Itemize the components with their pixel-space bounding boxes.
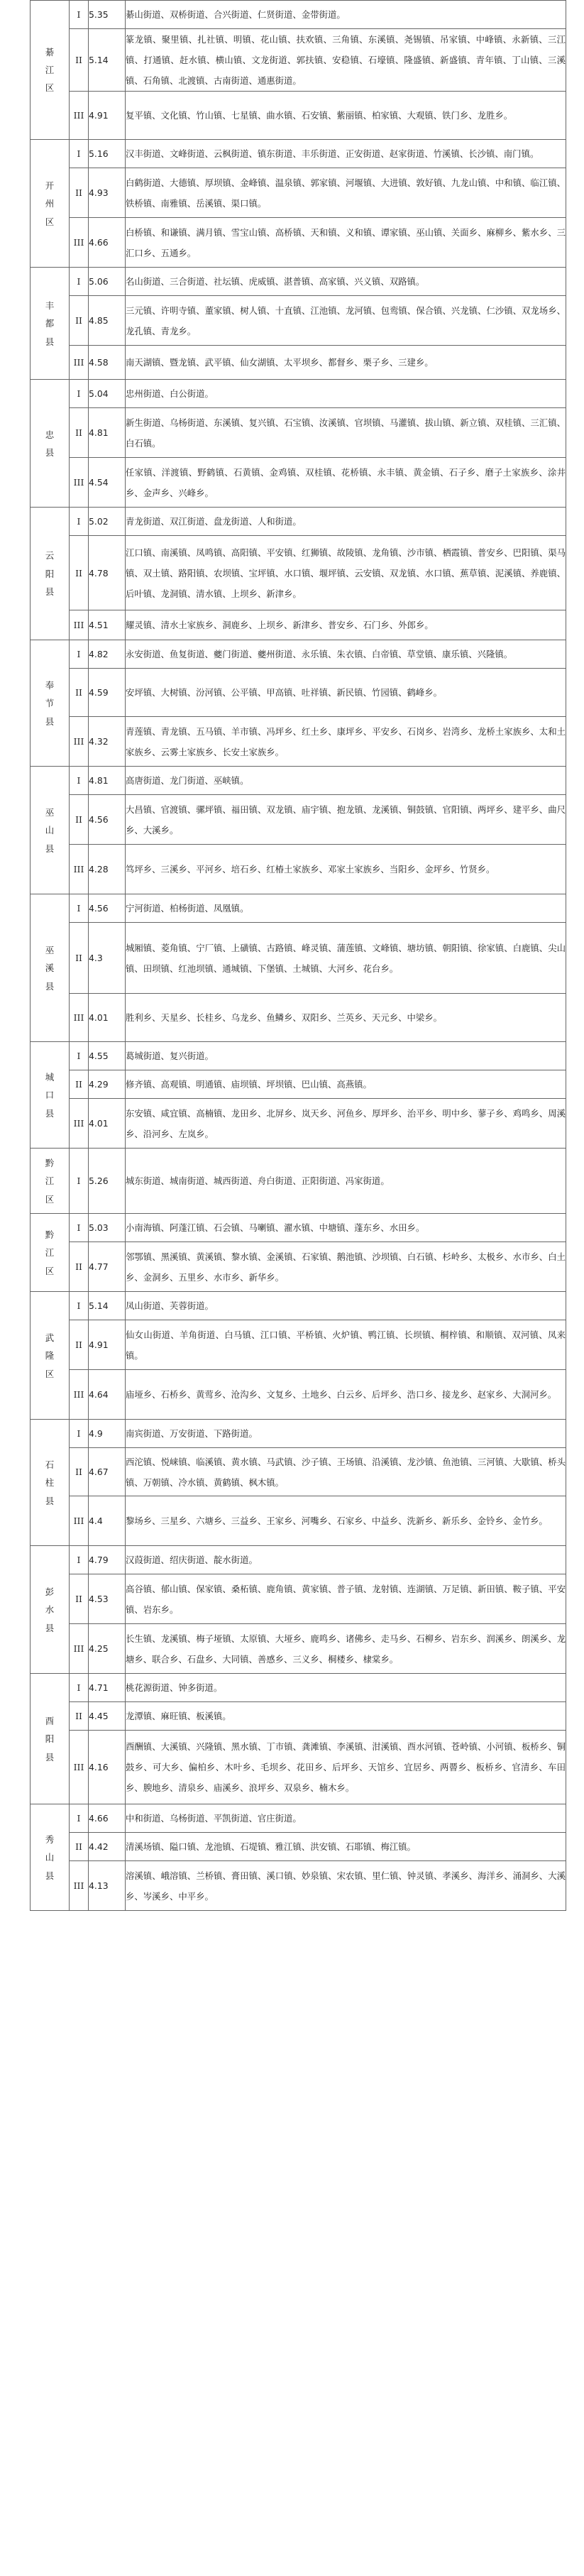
county-name-cell [31, 140, 70, 268]
index-value-cell: 4.91 [89, 1320, 126, 1370]
index-value-cell: 4.71 [89, 1674, 126, 1702]
towns-cell: 忠州街道、白公街道。 [126, 380, 566, 408]
index-value-cell: 4.9 [89, 1420, 126, 1448]
table-row [31, 1242, 566, 1292]
grade-cell: I [70, 1674, 89, 1702]
table-row [31, 1804, 566, 1833]
towns-cell: 宁河街道、柏杨街道、凤凰镇。 [126, 894, 566, 923]
county-name-cell [31, 380, 70, 508]
table-row [31, 1149, 566, 1214]
grade-cell: II [70, 1070, 89, 1099]
towns-cell: 南宾街道、万安街道、下路街道。 [126, 1420, 566, 1448]
county-name-cell [31, 1292, 70, 1420]
grade-cell: III [70, 346, 89, 380]
index-value-cell: 4.78 [89, 536, 126, 610]
index-value-cell: 5.04 [89, 380, 126, 408]
grade-cell: I [70, 140, 89, 168]
index-value-cell: 4.54 [89, 458, 126, 508]
table-row [31, 717, 566, 767]
towns-cell: 笃坪乡、三溪乡、平河乡、培石乡、红椿土家族乡、邓家土家族乡、当阳乡、金坪乡、竹贤乡。 [126, 845, 566, 894]
towns-cell: 小南海镇、阿蓬江镇、石会镇、马喇镇、濯水镇、中塘镇、蓬东乡、水田乡。 [126, 1214, 566, 1242]
towns-cell: 青莲镇、青龙镇、五马镇、羊市镇、冯坪乡、红土乡、康坪乡、平安乡、石岗乡、岩湾乡、龙桥土家族乡、太和土家族乡、云雾土家族乡、长安土家族乡。 [126, 717, 566, 767]
index-value-cell: 4.56 [89, 894, 126, 923]
index-value-cell: 4.85 [89, 296, 126, 346]
grade-cell: III [70, 1370, 89, 1420]
county-name-cell [31, 1214, 70, 1292]
grade-cell: II [70, 669, 89, 717]
grade-cell: II [70, 168, 89, 218]
county-name: 彭水县 [45, 1586, 55, 1633]
towns-cell: 篆龙镇、聚里镇、扎社镇、明镇、花山镇、扶欢镇、三角镇、东溪镇、尧锡镇、吊家镇、中峰镇、永新镇、三江镇、打通镇、赶水镇、横山镇、文龙街道、郭扶镇、安稳镇、石壕镇、隆盛镇、新盛镇、青年镇、丁山镇、三溪镇、石角镇、北渡镇、古南街道、通惠街道。 [126, 29, 566, 92]
grade-cell: II [70, 29, 89, 92]
index-value-cell: 4.01 [89, 1099, 126, 1149]
table-row [31, 1674, 566, 1702]
table-row [31, 296, 566, 346]
grade-cell: I [70, 640, 89, 669]
index-value-cell: 4.29 [89, 1070, 126, 1099]
table-row [31, 1, 566, 29]
towns-cell: 凤山街道、芙蓉街道。 [126, 1292, 566, 1320]
towns-cell: 桃花源街道、钟多街道。 [126, 1674, 566, 1702]
index-value-cell: 4.82 [89, 640, 126, 669]
county-name: 巫溪县 [45, 944, 55, 992]
index-value-cell: 4.28 [89, 845, 126, 894]
table-row [31, 923, 566, 994]
towns-cell: 白鹤街道、大德镇、厚坝镇、金峰镇、温泉镇、郭家镇、河堰镇、大进镇、敦好镇、九龙山镇、中和镇、临江镇、铁桥镇、南雅镇、岳溪镇、渠口镇。 [126, 168, 566, 218]
index-value-cell: 4.42 [89, 1833, 126, 1861]
table-row [31, 1292, 566, 1320]
index-value-cell: 4.81 [89, 767, 126, 795]
county-name-cell [31, 1, 70, 140]
index-value-cell: 5.02 [89, 508, 126, 536]
table-row [31, 1574, 566, 1624]
table-row [31, 29, 566, 92]
grade-cell: III [70, 1496, 89, 1546]
towns-cell: 汉葭街道、绍庆街道、靛水街道。 [126, 1546, 566, 1574]
county-name: 丰都县 [45, 300, 55, 347]
towns-cell: 新生街道、乌杨街道、东溪镇、复兴镇、石宝镇、汝溪镇、官坝镇、马灌镇、拔山镇、新立镇、双桂镇、三汇镇、白石镇。 [126, 408, 566, 458]
towns-cell: 东安镇、咸宜镇、高楠镇、龙田乡、北屏乡、岚天乡、河鱼乡、厚坪乡、治平乡、明中乡、蓼子乡、鸡鸣乡、周溪乡、沿河乡、左岚乡。 [126, 1099, 566, 1149]
index-value-cell: 4.3 [89, 923, 126, 994]
county-name: 黔江区 [45, 1229, 55, 1276]
index-value-cell: 4.66 [89, 218, 126, 268]
grade-cell: II [70, 1833, 89, 1861]
grade-cell: III [70, 1731, 89, 1804]
towns-cell: 安坪镇、大树镇、汾河镇、公平镇、甲高镇、吐祥镇、新民镇、竹园镇、鹤峰乡。 [126, 669, 566, 717]
table-row [31, 610, 566, 640]
zoning-document [30, 0, 566, 1911]
grade-cell: II [70, 536, 89, 610]
towns-cell: 名山街道、三合街道、社坛镇、虎威镇、湛普镇、高家镇、兴义镇、双路镇。 [126, 268, 566, 296]
index-value-cell: 5.14 [89, 29, 126, 92]
county-name-cell [31, 1042, 70, 1149]
county-name: 城口县 [45, 1071, 55, 1119]
county-name: 石柱县 [45, 1459, 55, 1506]
county-name: 云阳县 [45, 550, 55, 598]
zoning-table-body [31, 1, 566, 1911]
county-name: 武隆区 [45, 1332, 55, 1379]
table-row [31, 669, 566, 717]
county-name: 酉阳县 [45, 1715, 55, 1763]
table-row [31, 894, 566, 923]
county-name-cell [31, 640, 70, 767]
table-row [31, 168, 566, 218]
table-row [31, 268, 566, 296]
towns-cell: 黎场乡、三星乡、六塘乡、三益乡、王家乡、河嘴乡、石家乡、中益乡、洗新乡、新乐乡、金铃乡、金竹乡。 [126, 1496, 566, 1546]
towns-cell: 永安街道、鱼复街道、夔门街道、夔州街道、永乐镇、朱衣镇、白帝镇、草堂镇、康乐镇、兴隆镇。 [126, 640, 566, 669]
towns-cell: 耀灵镇、清水土家族乡、洞鹿乡、上坝乡、新津乡、普安乡、石门乡、外郎乡。 [126, 610, 566, 640]
table-row [31, 218, 566, 268]
county-name-cell [31, 767, 70, 894]
table-row [31, 1099, 566, 1149]
grade-cell: I [70, 1804, 89, 1833]
table-row [31, 1448, 566, 1496]
grade-cell: I [70, 1420, 89, 1448]
towns-cell: 胜利乡、天星乡、长桂乡、乌龙乡、鱼鳞乡、双阳乡、兰英乡、天元乡、中梁乡。 [126, 994, 566, 1042]
index-value-cell: 5.03 [89, 1214, 126, 1242]
county-name-cell [31, 1149, 70, 1214]
grade-cell: I [70, 894, 89, 923]
grade-cell: III [70, 1099, 89, 1149]
index-value-cell: 4.77 [89, 1242, 126, 1292]
towns-cell: 仙女山街道、羊角街道、白马镇、江口镇、平桥镇、火炉镇、鸭江镇、长坝镇、桐梓镇、和顺镇、双河镇、凤来镇。 [126, 1320, 566, 1370]
grade-cell: II [70, 1242, 89, 1292]
grade-cell: III [70, 845, 89, 894]
towns-cell: 溶溪镇、峨溶镇、兰桥镇、膏田镇、溪口镇、妙泉镇、宋农镇、里仁镇、钟灵镇、孝溪乡、海洋乡、涌洞乡、大溪乡、岑溪乡、中平乡。 [126, 1861, 566, 1911]
grade-cell: II [70, 795, 89, 845]
towns-cell: 西沱镇、悦崃镇、临溪镇、黄水镇、马武镇、沙子镇、王场镇、沿溪镇、龙沙镇、鱼池镇、三河镇、大歇镇、桥头镇、万朝镇、冷水镇、黄鹤镇、枫木镇。 [126, 1448, 566, 1496]
table-row [31, 1731, 566, 1804]
table-row [31, 1042, 566, 1070]
grade-cell: I [70, 380, 89, 408]
towns-cell: 汉丰街道、文峰街道、云枫街道、镇东街道、丰乐街道、正安街道、赵家街道、竹溪镇、长沙镇、南门镇。 [126, 140, 566, 168]
table-row [31, 845, 566, 894]
index-value-cell: 4.56 [89, 795, 126, 845]
table-row [31, 1320, 566, 1370]
grade-cell: II [70, 296, 89, 346]
table-row [31, 1214, 566, 1242]
grade-cell: III [70, 218, 89, 268]
index-value-cell: 4.25 [89, 1624, 126, 1674]
towns-cell: 修齐镇、高观镇、明通镇、庙坝镇、坪坝镇、巴山镇、高燕镇。 [126, 1070, 566, 1099]
towns-cell: 三元镇、许明寺镇、董家镇、树人镇、十直镇、江池镇、龙河镇、包鸾镇、保合镇、兴龙镇、仁沙镇、双龙场乡、龙孔镇、青龙乡。 [126, 296, 566, 346]
index-value-cell: 4.93 [89, 168, 126, 218]
towns-cell: 城厢镇、菱角镇、宁厂镇、上磺镇、古路镇、峰灵镇、蒲莲镇、文峰镇、塘坊镇、朝阳镇、徐家镇、白鹿镇、尖山镇、田坝镇、红池坝镇、通城镇、下堡镇、土城镇、大河乡、花台乡。 [126, 923, 566, 994]
index-value-cell: 4.13 [89, 1861, 126, 1911]
index-value-cell: 4.16 [89, 1731, 126, 1804]
index-value-cell: 5.35 [89, 1, 126, 29]
grade-cell: I [70, 268, 89, 296]
table-row [31, 1546, 566, 1574]
county-name: 奉节县 [45, 679, 55, 727]
grade-cell: I [70, 1214, 89, 1242]
towns-cell: 高谷镇、郁山镇、保家镇、桑柘镇、鹿角镇、黄家镇、普子镇、龙射镇、连湖镇、万足镇、新田镇、鞍子镇、平安镇、岩东乡。 [126, 1574, 566, 1624]
grade-cell: III [70, 458, 89, 508]
county-name-cell [31, 894, 70, 1042]
towns-cell: 任家镇、洋渡镇、野鹤镇、石黄镇、金鸡镇、双桂镇、花桥镇、永丰镇、黄金镇、石子乡、磨子土家族乡、涂井乡、金声乡、兴峰乡。 [126, 458, 566, 508]
grade-cell: II [70, 1320, 89, 1370]
table-row [31, 1833, 566, 1861]
grade-cell: I [70, 767, 89, 795]
grade-cell: I [70, 1, 89, 29]
index-value-cell: 4.58 [89, 346, 126, 380]
county-name-cell [31, 1546, 70, 1674]
grade-cell: II [70, 1702, 89, 1731]
grade-cell: III [70, 717, 89, 767]
table-row [31, 1420, 566, 1448]
table-row [31, 1070, 566, 1099]
grade-cell: I [70, 508, 89, 536]
table-row [31, 92, 566, 140]
county-name-cell [31, 1420, 70, 1546]
county-name-cell [31, 1674, 70, 1804]
towns-cell: 江口镇、南溪镇、凤鸣镇、高阳镇、平安镇、红狮镇、故陵镇、龙角镇、沙市镇、栖霞镇、普安乡、巴阳镇、渠马镇、双土镇、路阳镇、农坝镇、宝坪镇、水口镇、堰坪镇、云安镇、双龙镇、水口镇、蕉草镇、泥溪镇、养鹿镇、后叶镇、龙洞镇、清水镇、上坝乡、新津乡。 [126, 536, 566, 610]
index-value-cell: 4.66 [89, 1804, 126, 1833]
index-value-cell: 5.26 [89, 1149, 126, 1214]
index-value-cell: 4.79 [89, 1546, 126, 1574]
grade-cell: II [70, 1574, 89, 1624]
grade-cell: II [70, 1448, 89, 1496]
grade-cell: I [70, 1292, 89, 1320]
table-row [31, 346, 566, 380]
county-name-cell [31, 268, 70, 380]
towns-cell: 复平镇、文化镇、竹山镇、七星镇、曲水镇、石安镇、紫丽镇、柏家镇、大观镇、铁门乡、龙胜乡。 [126, 92, 566, 140]
table-row [31, 767, 566, 795]
county-name: 秀山县 [45, 1834, 55, 1881]
towns-cell: 南天湖镇、暨龙镇、武平镇、仙女湖镇、太平坝乡、都督乡、栗子乡、三建乡。 [126, 346, 566, 380]
towns-cell: 邻鄂镇、黑溪镇、黄溪镇、黎水镇、金溪镇、石家镇、鹅池镇、沙坝镇、白石镇、杉岭乡、太极乡、水市乡、白土乡、金洞乡、五里乡、水市乡、新华乡。 [126, 1242, 566, 1292]
grade-cell: III [70, 610, 89, 640]
towns-cell: 綦山街道、双桥街道、合兴街道、仁贤街道、金带街道。 [126, 1, 566, 29]
county-name: 巫山县 [45, 806, 55, 854]
table-row [31, 508, 566, 536]
towns-cell: 大昌镇、官渡镇、骡坪镇、福田镇、双龙镇、庙宇镇、抱龙镇、龙溪镇、铜鼓镇、官阳镇、两坪乡、建平乡、曲尺乡、大溪乡。 [126, 795, 566, 845]
index-value-cell: 5.06 [89, 268, 126, 296]
towns-cell: 青龙街道、双江街道、盘龙街道、人和街道。 [126, 508, 566, 536]
table-row [31, 994, 566, 1042]
table-row [31, 1702, 566, 1731]
index-value-cell: 4.4 [89, 1496, 126, 1546]
towns-cell: 高唐街道、龙门街道、巫峡镇。 [126, 767, 566, 795]
grade-cell: III [70, 92, 89, 140]
index-value-cell: 4.01 [89, 994, 126, 1042]
table-row [31, 458, 566, 508]
grade-cell: III [70, 1624, 89, 1674]
table-row [31, 536, 566, 610]
index-value-cell: 4.64 [89, 1370, 126, 1420]
index-value-cell: 4.53 [89, 1574, 126, 1624]
index-value-cell: 4.32 [89, 717, 126, 767]
county-name: 忠县 [45, 429, 55, 458]
table-row [31, 1861, 566, 1911]
index-value-cell: 5.16 [89, 140, 126, 168]
county-name-cell [31, 1804, 70, 1911]
county-name: 黔江区 [45, 1157, 55, 1205]
table-row [31, 380, 566, 408]
zoning-table [30, 0, 566, 1911]
grade-cell: I [70, 1149, 89, 1214]
grade-cell: II [70, 923, 89, 994]
index-value-cell: 4.45 [89, 1702, 126, 1731]
towns-cell: 城东街道、城南街道、城西街道、舟白街道、正阳街道、冯家街道。 [126, 1149, 566, 1214]
towns-cell: 清溪场镇、隘口镇、龙池镇、石堤镇、雅江镇、洪安镇、石耶镇、梅江镇。 [126, 1833, 566, 1861]
county-name: 綦江区 [45, 46, 55, 94]
table-row [31, 140, 566, 168]
towns-cell: 庙垭乡、石桥乡、黄莺乡、沧沟乡、文复乡、土地乡、白云乡、后坪乡、浩口乡、接龙乡、赵家乡、大洞河乡。 [126, 1370, 566, 1420]
towns-cell: 龙潭镇、麻旺镇、板溪镇。 [126, 1702, 566, 1731]
towns-cell: 酉酬镇、大溪镇、兴隆镇、黑水镇、丁市镇、龚滩镇、李溪镇、泔溪镇、酉水河镇、苍岭镇、小河镇、板桥乡、铜鼓乡、可大乡、偏柏乡、木叶乡、毛坝乡、花田乡、后坪乡、天馆乡、宜居乡、两罾乡、板桥乡、官清乡、车田乡、腴地乡、清泉乡、庙溪乡、浪坪乡、双泉乡、楠木乡。 [126, 1731, 566, 1804]
index-value-cell: 4.81 [89, 408, 126, 458]
grade-cell: I [70, 1546, 89, 1574]
towns-cell: 葛城街道、复兴街道。 [126, 1042, 566, 1070]
index-value-cell: 4.91 [89, 92, 126, 140]
table-row [31, 1624, 566, 1674]
grade-cell: III [70, 1861, 89, 1911]
grade-cell: I [70, 1042, 89, 1070]
grade-cell: II [70, 408, 89, 458]
table-row [31, 795, 566, 845]
table-row [31, 408, 566, 458]
county-name: 开州区 [45, 180, 55, 227]
towns-cell: 白桥镇、和谦镇、满月镇、雪宝山镇、高桥镇、天和镇、义和镇、谭家镇、巫山镇、关面乡、麻柳乡、紫水乡、三汇口乡、五通乡。 [126, 218, 566, 268]
index-value-cell: 5.14 [89, 1292, 126, 1320]
county-name-cell [31, 508, 70, 640]
index-value-cell: 4.55 [89, 1042, 126, 1070]
index-value-cell: 4.59 [89, 669, 126, 717]
table-row [31, 1370, 566, 1420]
table-row [31, 1496, 566, 1546]
index-value-cell: 4.67 [89, 1448, 126, 1496]
grade-cell: III [70, 994, 89, 1042]
table-row [31, 640, 566, 669]
index-value-cell: 4.51 [89, 610, 126, 640]
towns-cell: 中和街道、乌杨街道、平凯街道、官庄街道。 [126, 1804, 566, 1833]
towns-cell: 长生镇、龙溪镇、梅子垭镇、太原镇、大垭乡、鹿鸣乡、诸佛乡、走马乡、石柳乡、岩东乡、润溪乡、朗溪乡、龙塘乡、联合乡、石盘乡、大同镇、善感乡、三义乡、桐楼乡、棣棠乡。 [126, 1624, 566, 1674]
